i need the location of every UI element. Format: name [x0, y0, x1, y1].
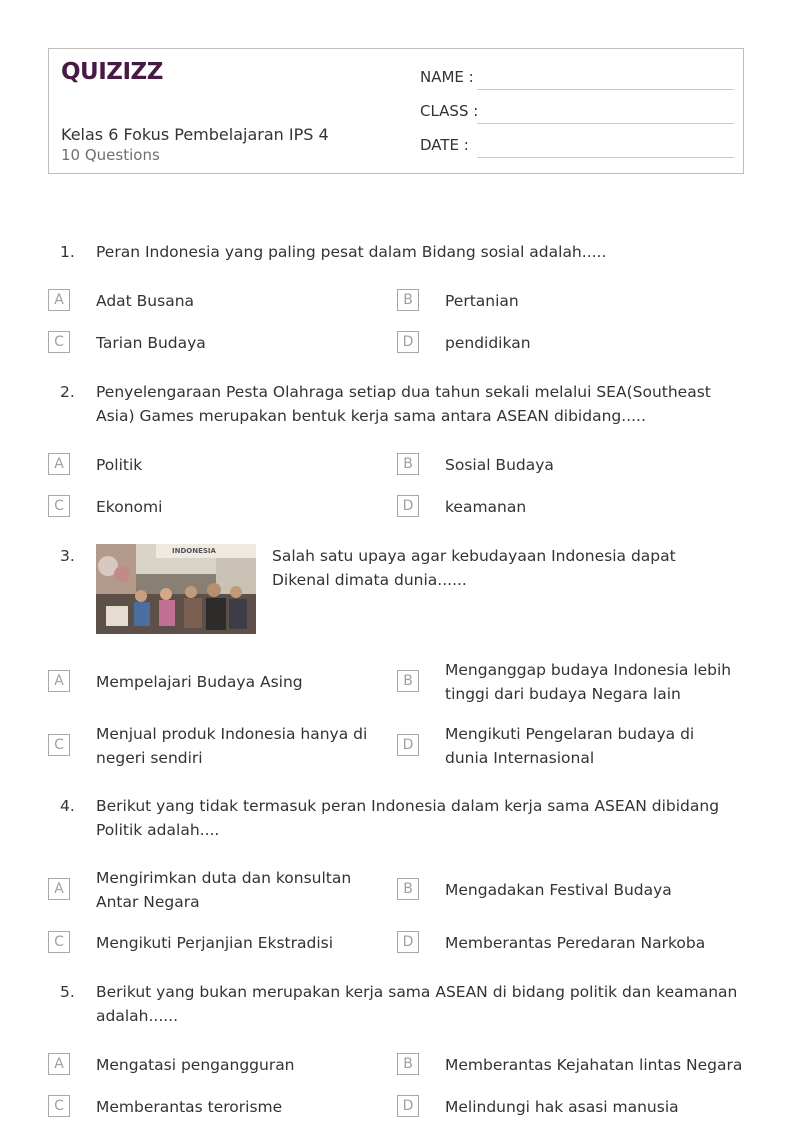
option-letter-box: D [397, 495, 419, 517]
option-letter-box: D [397, 734, 419, 756]
option-text: Memberantas Peredaran Narkoba [445, 934, 706, 952]
option-text: Politik [96, 456, 143, 474]
question-text: Berikut yang tidak termasuk peran Indonesia dalam kerja sama ASEAN dibidang Politik adalah.... [96, 797, 720, 839]
option-text: Mengikuti Pengelaran budaya di dunia Internasional [445, 725, 695, 767]
option-text: Mengadakan Festival Budaya [445, 881, 672, 899]
option-letter-box: C [48, 931, 70, 953]
option-text: Tarian Budaya [96, 334, 206, 352]
question-number: 5. [60, 983, 75, 1001]
option-text: pendidikan [445, 334, 531, 352]
question-number: 1. [60, 243, 75, 261]
option-text: Melindungi hak asasi manusia [445, 1098, 679, 1116]
option-letter-box: A [48, 289, 70, 311]
option-text: Mengatasi pengangguran [96, 1056, 295, 1074]
option-text: Menganggap budaya Indonesia lebih tinggi dari budaya Negara lain [445, 661, 732, 703]
question-count: 10 Questions [61, 146, 160, 164]
option-letter-box: C [48, 495, 70, 517]
option-text: Sosial Budaya [445, 456, 554, 474]
date-label: DATE : [420, 136, 469, 154]
question-text: Berikut yang bukan merupakan kerja sama ASEAN di bidang politik dan keamanan adalah...... [96, 983, 738, 1025]
option-text: Memberantas terorisme [96, 1098, 283, 1116]
option-letter-box: B [397, 289, 419, 311]
option-letter-box: A [48, 1053, 70, 1075]
option-text: Menjual produk Indonesia hanya di negeri sendiri [96, 725, 368, 767]
option-text: Mempelajari Budaya Asing [96, 673, 303, 691]
class-field[interactable] [420, 102, 734, 124]
option-letter-box: C [48, 734, 70, 756]
option-letter-box: D [397, 331, 419, 353]
option-text: Memberantas Kejahatan lintas Negara [445, 1056, 743, 1074]
name-field[interactable] [420, 68, 734, 90]
question-number: 4. [60, 797, 75, 815]
option-letter-box: C [48, 331, 70, 353]
question-text: Peran Indonesia yang paling pesat dalam Bidang sosial adalah..... [96, 243, 607, 261]
option-text: keamanan [445, 498, 527, 516]
question-text: Penyelengaraan Pesta Olahraga setiap dua tahun sekali melalui SEA(Southeast Asia) Games merupakan bentuk kerja sama antara ASEAN dibidang..... [96, 383, 711, 425]
option-text: Mengirimkan duta dan konsultan Antar Negara [96, 869, 352, 911]
option-letter-box: B [397, 670, 419, 692]
question-number: 2. [60, 383, 75, 401]
option-letter-box: C [48, 1095, 70, 1117]
class-label: CLASS : [420, 102, 479, 120]
option-letter-box: D [397, 931, 419, 953]
option-letter-box: B [397, 1053, 419, 1075]
option-letter-box: B [397, 878, 419, 900]
class-line [477, 123, 734, 124]
option-letter-box: B [397, 453, 419, 475]
name-label: NAME : [420, 68, 474, 86]
worksheet-header [48, 48, 744, 174]
question-text: Salah satu upaya agar kebudayaan Indonesia dapat Dikenal dimata dunia...... [272, 547, 676, 589]
name-line [477, 89, 734, 90]
date-line [477, 157, 734, 158]
quizizz-logo: QUIZIZZ [61, 59, 163, 85]
question-number: 3. [60, 547, 75, 565]
booth-sign-text: INDONESIA [172, 547, 216, 555]
worksheet-title: Kelas 6 Fokus Pembelajaran IPS 4 [61, 125, 329, 144]
option-text: Ekonomi [96, 498, 163, 516]
option-text: Pertanian [445, 292, 519, 310]
option-text: Adat Busana [96, 292, 195, 310]
date-field[interactable] [420, 136, 734, 158]
question-photo [96, 544, 256, 634]
option-letter-box: A [48, 878, 70, 900]
option-letter-box: A [48, 453, 70, 475]
option-text: Mengikuti Perjanjian Ekstradisi [96, 934, 334, 952]
option-letter-box: A [48, 670, 70, 692]
option-letter-box: D [397, 1095, 419, 1117]
